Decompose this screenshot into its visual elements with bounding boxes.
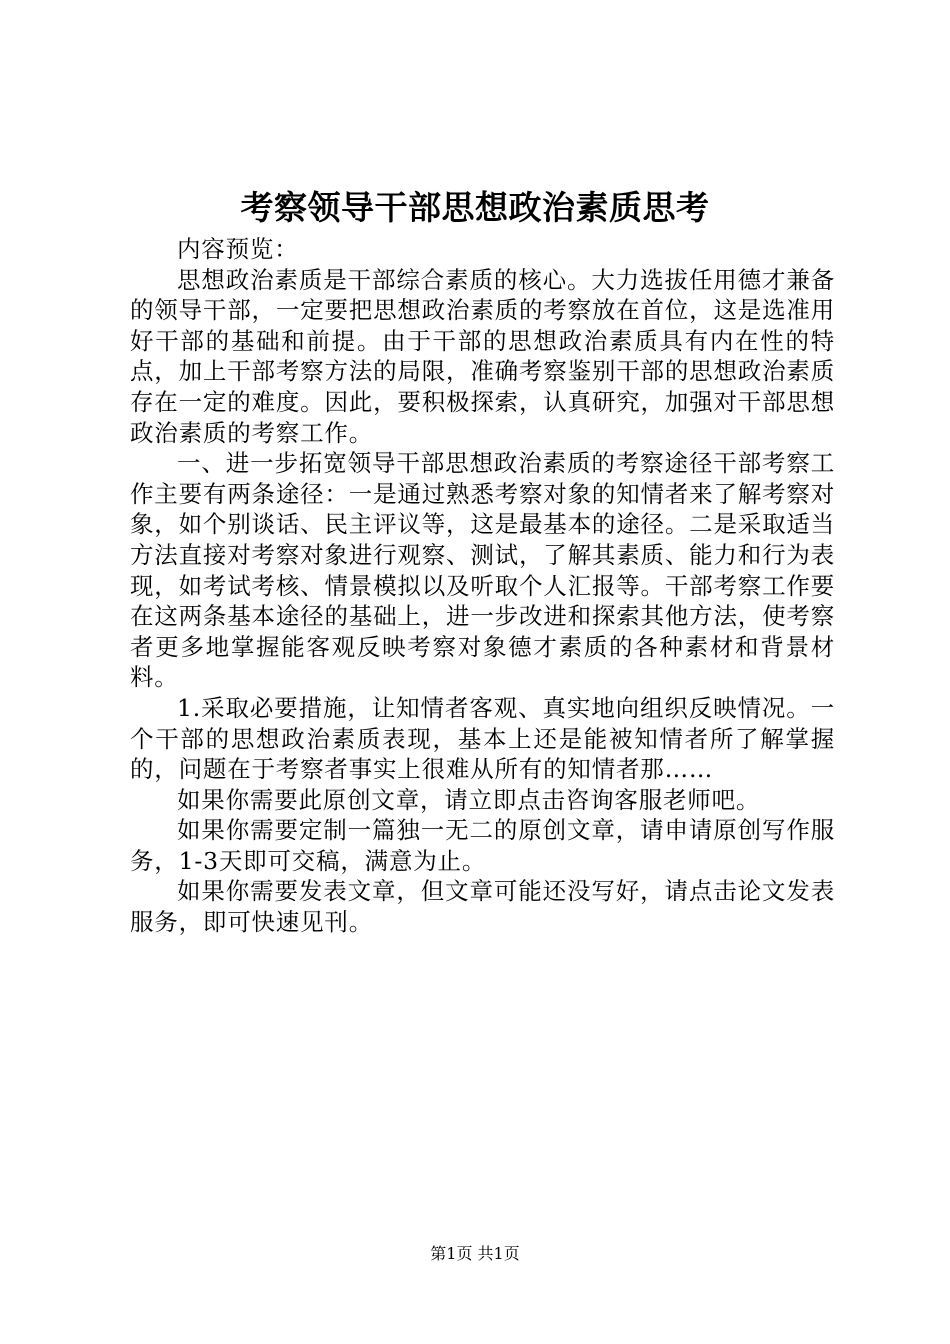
paragraph-custom-writing: 如果你需要定制一篇独一无二的原创文章，请申请原创写作服务，1-3天即可交稿，满意为止。 [130,816,835,875]
document-body [130,234,835,938]
paragraph-contact: 如果你需要此原创文章，请立即点击咨询客服老师吧。 [177,785,761,814]
paragraph-point-one: 1.采取必要措施，让知情者客观、真实地向组织反映情况。一个干部的思想政治素质表现，基本上还是能被知情者所了解掌握的，问题在于考察者事实上很难从所有的知情者那…… [130,693,835,784]
paragraph-publishing: 如果你需要发表文章，但文章可能还没写好，请点击论文发表服务，即可快速见刊。 [130,877,835,937]
paragraph-section-one: 一、进一步拓宽领导干部思想政治素质的考察途径干部考察工作主要有两条途径：一是通过熟悉考察对象的知情者来了解考察对象，如个别谈话、民主评议等，这是最基本的途径。二是采取适当方法直接对考察对象进行观察、测试，了解其素质、能力和行为表现，如考试考核、情景模拟以及听取个人汇报等。干部考察工作要在这两条基本途径的基础上，进一步改进和探索其他方法，使考察者更多地掌握能客观反映考察对象德才素质的各种素材和背景材料。 [130,449,835,692]
paragraph-intro: 思想政治素质是干部综合素质的核心。大力选拔任用德才兼备的领导干部，一定要把思想政治素质的考察放在首位，这是选准用好干部的基础和前提。由于干部的思想政治素质具有内在性的特点，加上干部考察方法的局限，准确考察鉴别干部的思想政治素质存在一定的难度。因此，要积极探索，认真研究，加强对干部思想政治素质的考察工作。 [130,265,835,447]
document-title: 考察领导干部思想政治素质思考 [240,188,710,227]
page-number-footer: 第1页 共1页 [430,1244,520,1263]
preview-label: 内容预览： [177,235,299,263]
